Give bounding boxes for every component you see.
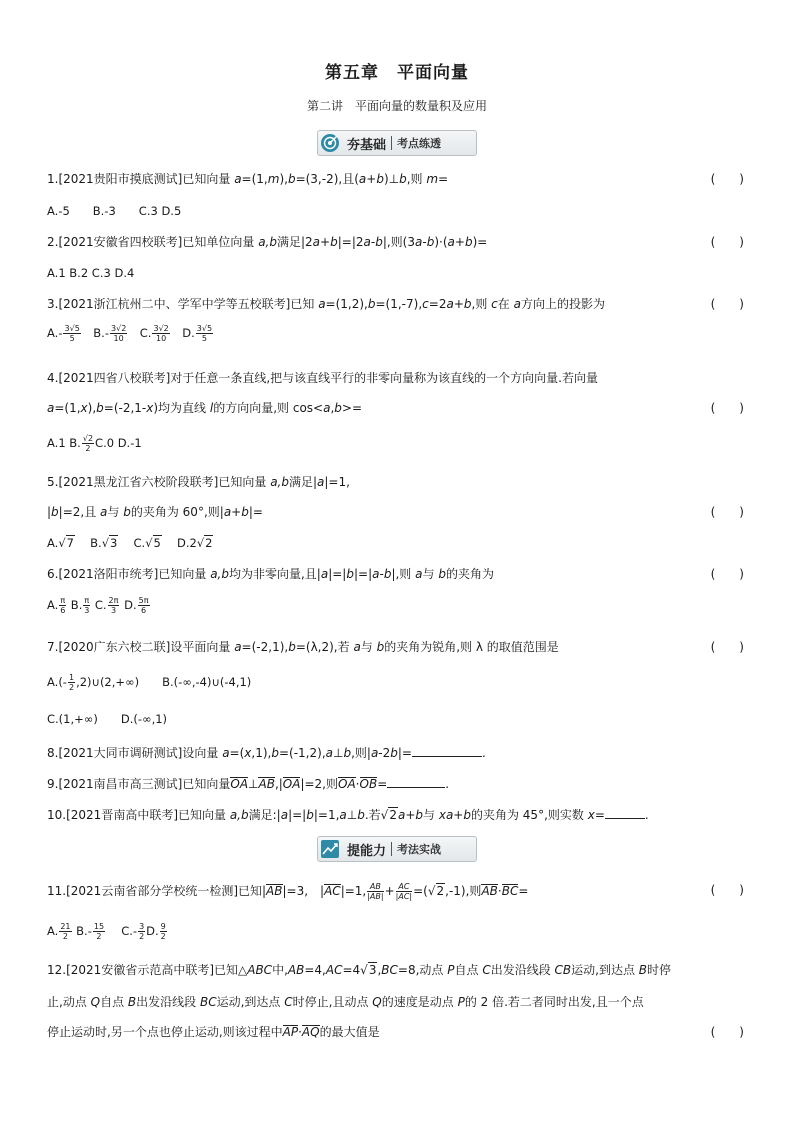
question-12: 12.[2021安徽省示范高中联考]已知△ABC中,AB=4,AC=4√3,BC=8,动点 P自点 C出发沿线段 CB运动,到达点 B时停 [47,963,672,977]
options-6: A. $\frac{\pi}{6}$ B. $\frac{\pi}{3}$ C. $\frac{2\pi}{3}$ D. $\frac{5\pi}{6}$ [47,596,149,615]
options-11: A. $\frac{21}{2}$ B.- $\frac{15}{2}$ C.- $\frac{3}{2}$ D. $\frac{9}{2}$ [47,922,166,941]
question-2: 2.[2021安徽省四校联考]已知单位向量 a,b满足|2a+b|=|2a-b|,则(3a-b)·(a+b)= [47,235,488,249]
options-7-cd: C.(1,+∞) D.(-∞,1) [47,712,168,726]
question-11: 11.[2021云南省部分学校统一检测]已知|AB|=3, |AC|=1, $\frac{AB}{|AB|}$ + $\frac{AC}{|AC|}$ =(√2,-1),则AB·BC= [47,882,529,901]
options-4: A.1 B. $\frac{√2}{2}$ C.0 D.-1 [47,434,142,453]
answer-blank[interactable] [387,775,445,788]
question-12-line-2: 止,动点 Q自点 B出发沿线段 BC运动,到达点 C时停止,且动点 Q的速度是动点 P的 2 倍.若二者同时出发,且一个点 [47,995,644,1009]
section-main-label: 提能力 [347,843,387,859]
answer-paren-5: ( ) [710,505,744,519]
question-5: 5.[2021黑龙江省六校阶段联考]已知向量 a,b满足|a|=1, [47,475,350,489]
answer-paren-12: ( ) [710,1025,744,1039]
question-10: 10.[2021晋南高中联考]已知向量 a,b满足:|a|=|b|=1,a⊥b.若√2a+b与 xa+b的夹角为 45°,则实数 x= . [47,808,649,822]
options-5: A.√7 B.√3 C.√5 D.2√2 [47,536,213,550]
question-4-line-2: a=(1,x),b=(-2,1-x)均为直线 l的方向向量,则 cos<a,b>= [47,401,363,415]
chapter-title: 第五章 平面向量 [325,63,469,83]
answer-paren-6: ( ) [710,567,744,581]
question-6: 6.[2021洛阳市统考]已知向量 a,b均为非零向量,且|a|=|b|=|a-b|,则 a与 b的夹角为 [47,567,494,581]
question-8: 8.[2021大同市调研测试]设向量 a=(x,1),b=(-1,2),a⊥b,则|a-2b|= . [47,746,486,760]
answer-paren-11: ( ) [710,883,744,897]
question-12-line-3: 停止运动时,另一个点也停止运动,则该过程中AP·AQ的最大值是 [47,1025,380,1039]
options-2: A.1 B.2 C.3 D.4 [47,266,135,280]
section-banner-basics [317,130,477,156]
answer-blank[interactable] [412,744,482,757]
question-1: 1.[2021贵阳市摸底测试]已知向量 a=(1,m),b=(3,-2),且(a+b)⊥b,则 m= [47,172,449,186]
answer-blank[interactable] [605,806,645,819]
section-separator [391,136,392,150]
lecture-title: 第二讲 平面向量的数量积及应用 [306,99,487,113]
section-sub-label: 考点练透 [397,137,442,150]
chart-icon [319,838,341,860]
question-7: 7.[2020广东六校二联]设平面向量 a=(-2,1),b=(λ,2),若 a与 b的夹角为锐角,则 λ 的取值范围是 [47,640,559,654]
options-7-ab: A.(- $\frac{1}{2}$ ,2)∪(2,+∞) B.(-∞,-4)∪(-4,1) [47,673,252,692]
section-banner-ability [317,836,477,862]
question-3: 3.[2021浙江杭州二中、学军中学等五校联考]已知 a=(1,2),b=(1,-7),c=2a+b,则 c在 a方向上的投影为 [47,297,605,311]
section-separator [391,842,392,856]
options-3: A.- $\frac{3√5}{5}$ B.- $\frac{3√2}{10}$ C. $\frac{3√2}{10}$ D. $\frac{3√5}{5}$ [47,324,213,343]
question-5-line-2: |b|=2,且 a与 b的夹角为 60°,则|a+b|= [47,505,263,519]
answer-paren-3: ( ) [710,297,744,311]
options-1: A.-5 B.-3 C.3 D.5 [47,204,182,218]
answer-paren-4: ( ) [710,401,744,415]
section-sub-label: 考法实战 [397,843,442,856]
answer-paren-7: ( ) [710,640,744,654]
question-9: 9.[2021南昌市高三测试]已知向量OA⊥AB,|OA|=2,则OA·OB= . [47,777,450,791]
question-4: 4.[2021四省八校联考]对于任意一条直线,把与该直线平行的非零向量称为该直线的一个方向向量.若向量 [47,371,598,385]
answer-paren-2: ( ) [710,235,744,249]
target-icon [319,132,341,154]
section-main-label: 夯基础 [347,137,387,153]
answer-paren-1: ( ) [710,172,744,186]
